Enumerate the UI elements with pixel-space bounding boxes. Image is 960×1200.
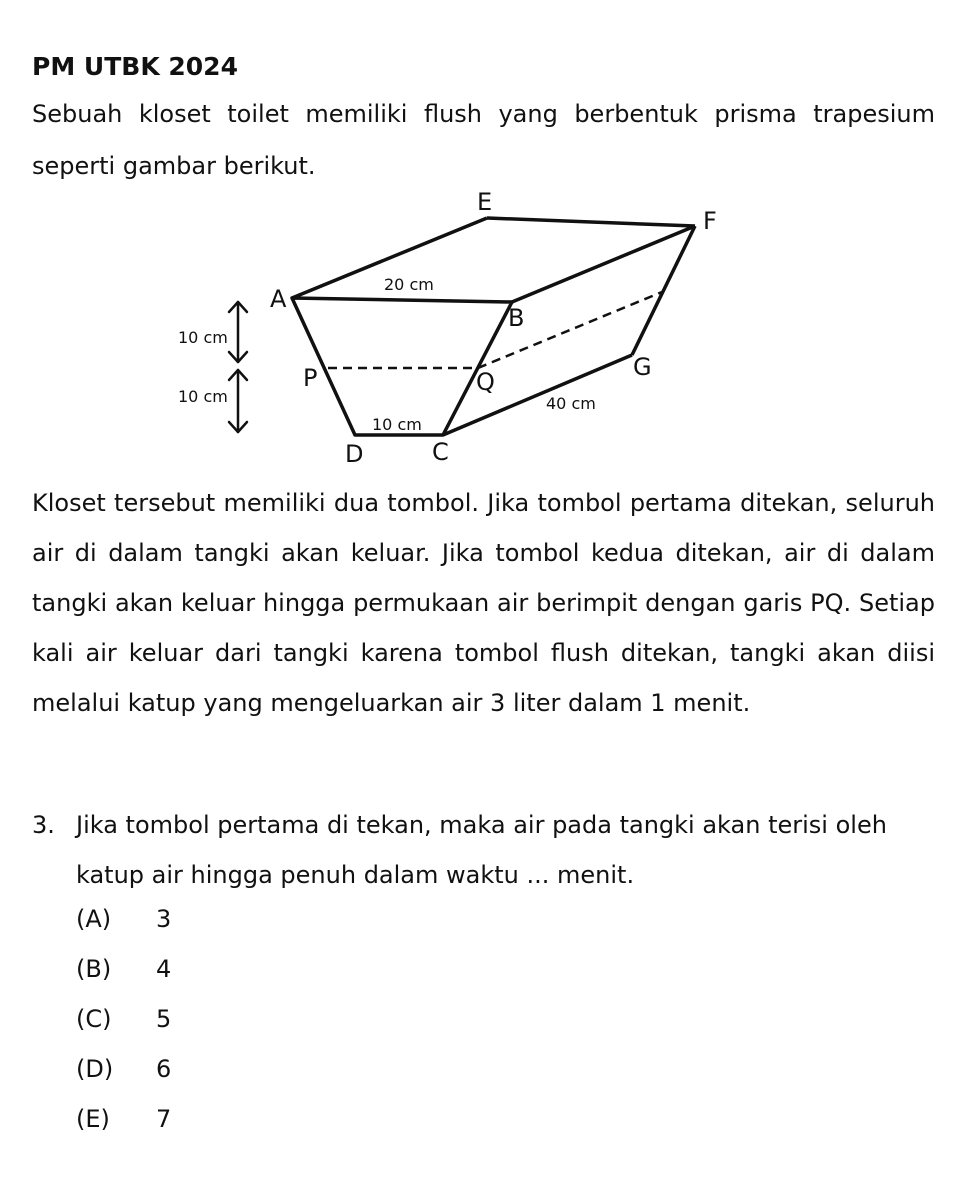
- option-d[interactable]: [76, 1044, 171, 1094]
- option-label: (D): [76, 1055, 114, 1083]
- vertex-label-g: G: [633, 353, 652, 381]
- intro-paragraph: Sebuah kloset toilet memiliki flush yang berbentuk prisma trapesium seperti gambar berikut.: [32, 100, 935, 180]
- vertex-label-d: D: [345, 440, 364, 468]
- label-top-width: 20 cm: [384, 275, 434, 294]
- option-b[interactable]: [76, 944, 171, 994]
- vertex-label-a: A: [270, 285, 287, 313]
- trapezoid-prism-diagram: [0, 180, 960, 480]
- edge-fg: [632, 226, 695, 355]
- option-label: (B): [76, 955, 112, 983]
- vertex-label-p: P: [303, 364, 318, 392]
- option-e[interactable]: [76, 1094, 171, 1144]
- option-label: (E): [76, 1105, 110, 1133]
- label-lower-height: 10 cm: [178, 387, 228, 406]
- option-label: (A): [76, 905, 112, 933]
- problem-description: Kloset tersebut memiliki dua tombol. Jika tombol pertama ditekan, seluruh air di dalam tangki akan keluar. Jika tombol kedua ditekan, air di dalam tangki akan keluar hingga permukaan air berimpit dengan garis PQ. Setiap kali air keluar dari tangki karena tombol flush ditekan, tangki akan diisi melalui katup yang mengeluarkan air 3 liter dalam 1 menit.: [32, 489, 935, 717]
- question-text: Jika tombol pertama di tekan, maka air pada tangki akan terisi oleh katup air hingga penuh dalam waktu ... menit.: [76, 811, 887, 889]
- vertex-label-c: C: [432, 438, 449, 466]
- option-label: (C): [76, 1005, 112, 1033]
- option-value: 6: [156, 1055, 172, 1083]
- option-value: 7: [156, 1105, 172, 1133]
- vertex-label-e: E: [477, 188, 493, 216]
- label-upper-height: 10 cm: [178, 328, 228, 347]
- option-value: 4: [156, 955, 172, 983]
- answer-options: [76, 894, 171, 1144]
- option-value: 3: [156, 905, 172, 933]
- label-length: 40 cm: [546, 394, 596, 413]
- question-number: 3.: [32, 811, 55, 839]
- page-title: PM UTBK 2024: [32, 52, 238, 81]
- edge-bf: [512, 226, 695, 302]
- label-bottom-width: 10 cm: [372, 415, 422, 434]
- vertex-label-q: Q: [476, 368, 495, 396]
- option-a[interactable]: [76, 894, 171, 944]
- vertex-label-f: F: [703, 207, 717, 235]
- option-c[interactable]: [76, 994, 171, 1044]
- prism-figure: [0, 180, 960, 480]
- edge-ef: [487, 218, 695, 226]
- vertex-label-b: B: [508, 304, 525, 332]
- option-value: 5: [156, 1005, 172, 1033]
